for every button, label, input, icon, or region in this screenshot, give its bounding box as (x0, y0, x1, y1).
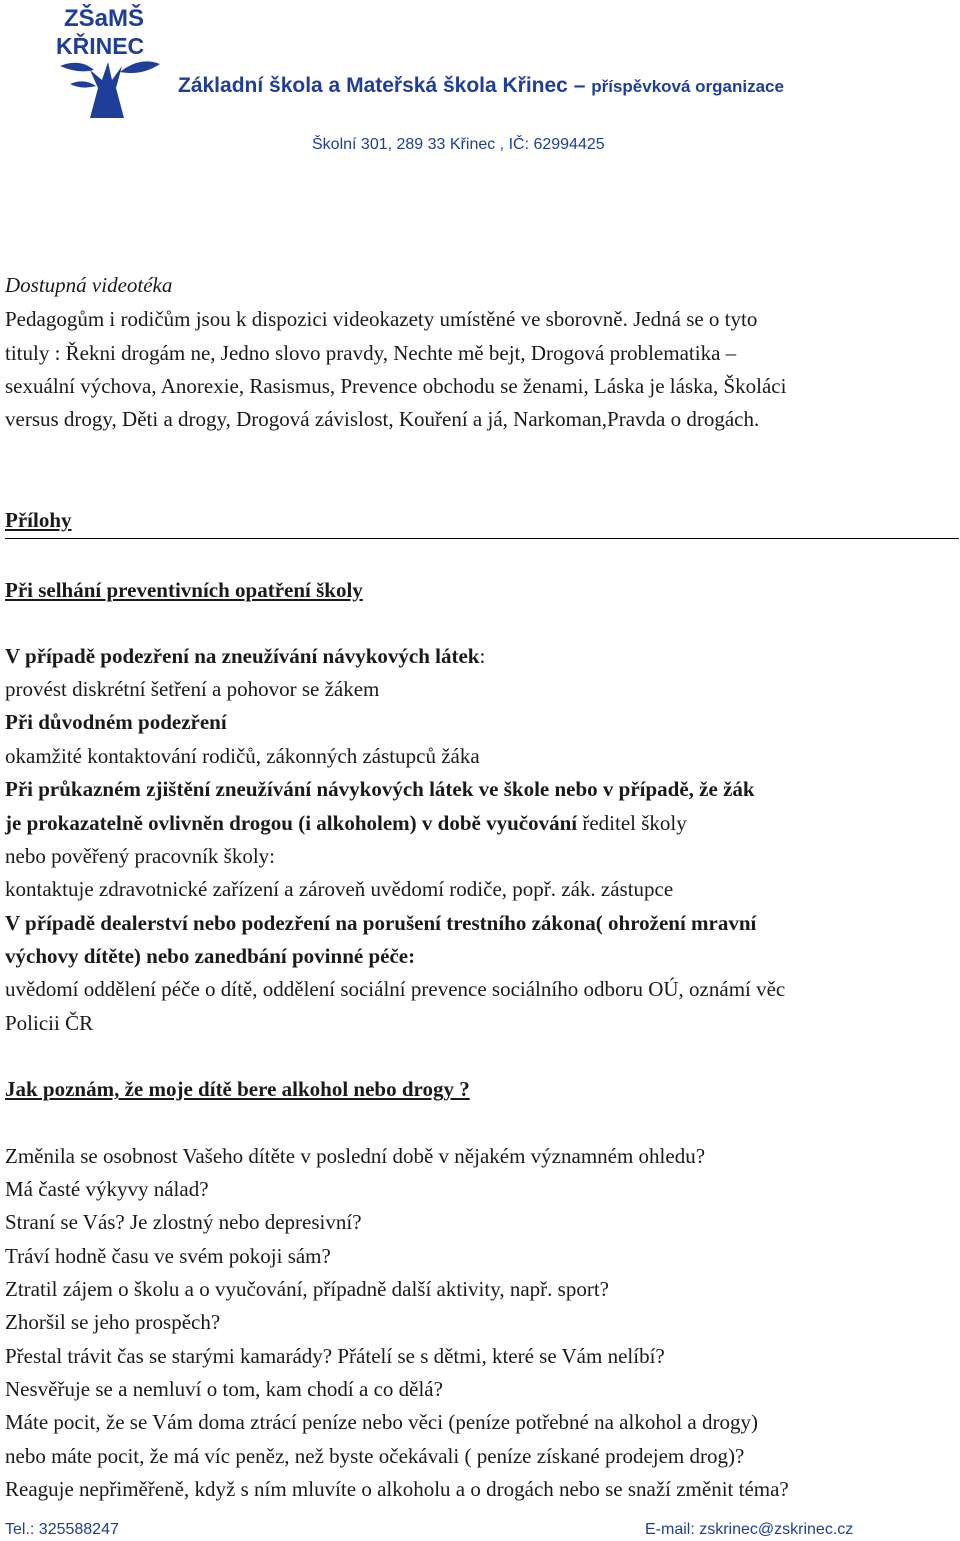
podezreni-rest: : (479, 644, 486, 668)
videoteka-line: Pedagogům i rodičům jsou k dispozici videokazety umístěné ve sborovně. Jedná se o tyto (5, 307, 758, 331)
footer-email: E-mail: zskrinec@zskrinec.cz (645, 1521, 854, 1538)
videoteka-line: sexuální výchova, Anorexie, Rasismus, Prevence obchodu se ženami, Láska je láska, Školáci (5, 374, 787, 398)
school-name (178, 74, 784, 98)
school-name-suffix: příspěvková organizace (591, 77, 784, 96)
duvodne-podezreni: Při důvodném podezření (5, 710, 227, 734)
prukazne-rest: ředitel školy (577, 811, 687, 835)
question-line: Změnila se osobnost Vašeho dítěte v poslední době v nějakém významném ohledu? (5, 1144, 706, 1168)
school-address: Školní 301, 289 33 Křinec , IČ: 62994425 (312, 136, 605, 153)
prilohy-heading: Přílohy (5, 508, 72, 532)
procedure-line: nebo pověřený pracovník školy: (5, 844, 276, 868)
logo-letters-top: ZŠaMŠ (64, 5, 145, 32)
question-line: Ztratil zájem o školu a o vyučování, případně další aktivity, např. sport? (5, 1277, 609, 1301)
question-line: Má časté výkyvy nálad? (5, 1177, 209, 1201)
procedure-line: kontaktuje zdravotnické zařízení a zároveň uvědomí rodiče, popř. zák. zástupce (5, 877, 674, 901)
prukazne-line-2 (5, 810, 687, 836)
question-line: nebo máte pocit, že má víc peněz, než byste očekávali ( peníze získané prodejem drog)? (5, 1444, 745, 1468)
question-line: Straní se Vás? Je zlostný nebo depresivní? (5, 1210, 362, 1234)
question-line: Zhoršil se jeho prospěch? (5, 1310, 221, 1334)
footer-phone: Tel.: 325588247 (5, 1521, 119, 1538)
selhani-heading: Při selhání preventivních opatření školy (5, 578, 363, 602)
videoteka-heading: Dostupná videotéka (5, 273, 173, 297)
prukazne-bold: je prokazatelně ovlivněn drogou (i alkoholem) v době vyučování (5, 811, 578, 835)
question-line: Tráví hodně času ve svém pokoji sám? (5, 1244, 331, 1268)
videoteka-line: versus drogy, Děti a drogy, Drogová závislost, Kouření a já, Narkoman,Pravda o drogách. (5, 407, 760, 431)
question-line: Nesvěřuje se a nemluví o tom, kam chodí a co dělá? (5, 1377, 443, 1401)
procedure-line: Policii ČR (5, 1011, 94, 1035)
podezreni-bold: V případě podezření na zneužívání návykových látek (5, 644, 480, 668)
prukazne-line-1: Při průkazném zjištění zneužívání návykových látek ve škole nebo v případě, že žák (5, 777, 755, 801)
logo-letters-bottom: KŘINEC (56, 33, 145, 59)
videoteka-line: tituly : Řekni drogám ne, Jedno slovo pravdy, Nechte mě bejt, Drogová problematika – (5, 341, 737, 365)
question-line: Přestal trávit čas se starými kamarády? Přátelí se s dětmi, které se Vám nelíbí? (5, 1344, 665, 1368)
school-name-main: Základní škola a Mateřská škola Křinec – (178, 74, 586, 97)
dealerstvi-line-1: V případě dealerství nebo podezření na porušení trestního zákona( ohrožení mravní (5, 911, 757, 935)
tree-logo-icon (50, 0, 178, 118)
question-line: Reaguje nepřiměřeně, když s ním mluvíte o alkoholu a o drogách nebo se snaží změnit téma? (5, 1477, 789, 1501)
procedure-line: uvědomí oddělení péče o dítě, oddělení sociální prevence sociálního odboru OÚ, oznámí věc (5, 977, 786, 1001)
question-line: Máte pocit, že se Vám doma ztrácí peníze nebo věci (peníze potřebné na alkohol a drogy) (5, 1410, 758, 1434)
horizontal-divider (5, 538, 959, 539)
podezreni-line (5, 643, 485, 669)
jak-poznam-heading: Jak poznám, že moje dítě bere alkohol nebo drogy ? (5, 1077, 470, 1101)
dealerstvi-line-2: výchovy dítěte) nebo zanedbání povinné péče: (5, 944, 416, 968)
procedure-line: provést diskrétní šetření a pohovor se žákem (5, 677, 380, 701)
procedure-line: okamžité kontaktování rodičů, zákonných zástupců žáka (5, 744, 480, 768)
